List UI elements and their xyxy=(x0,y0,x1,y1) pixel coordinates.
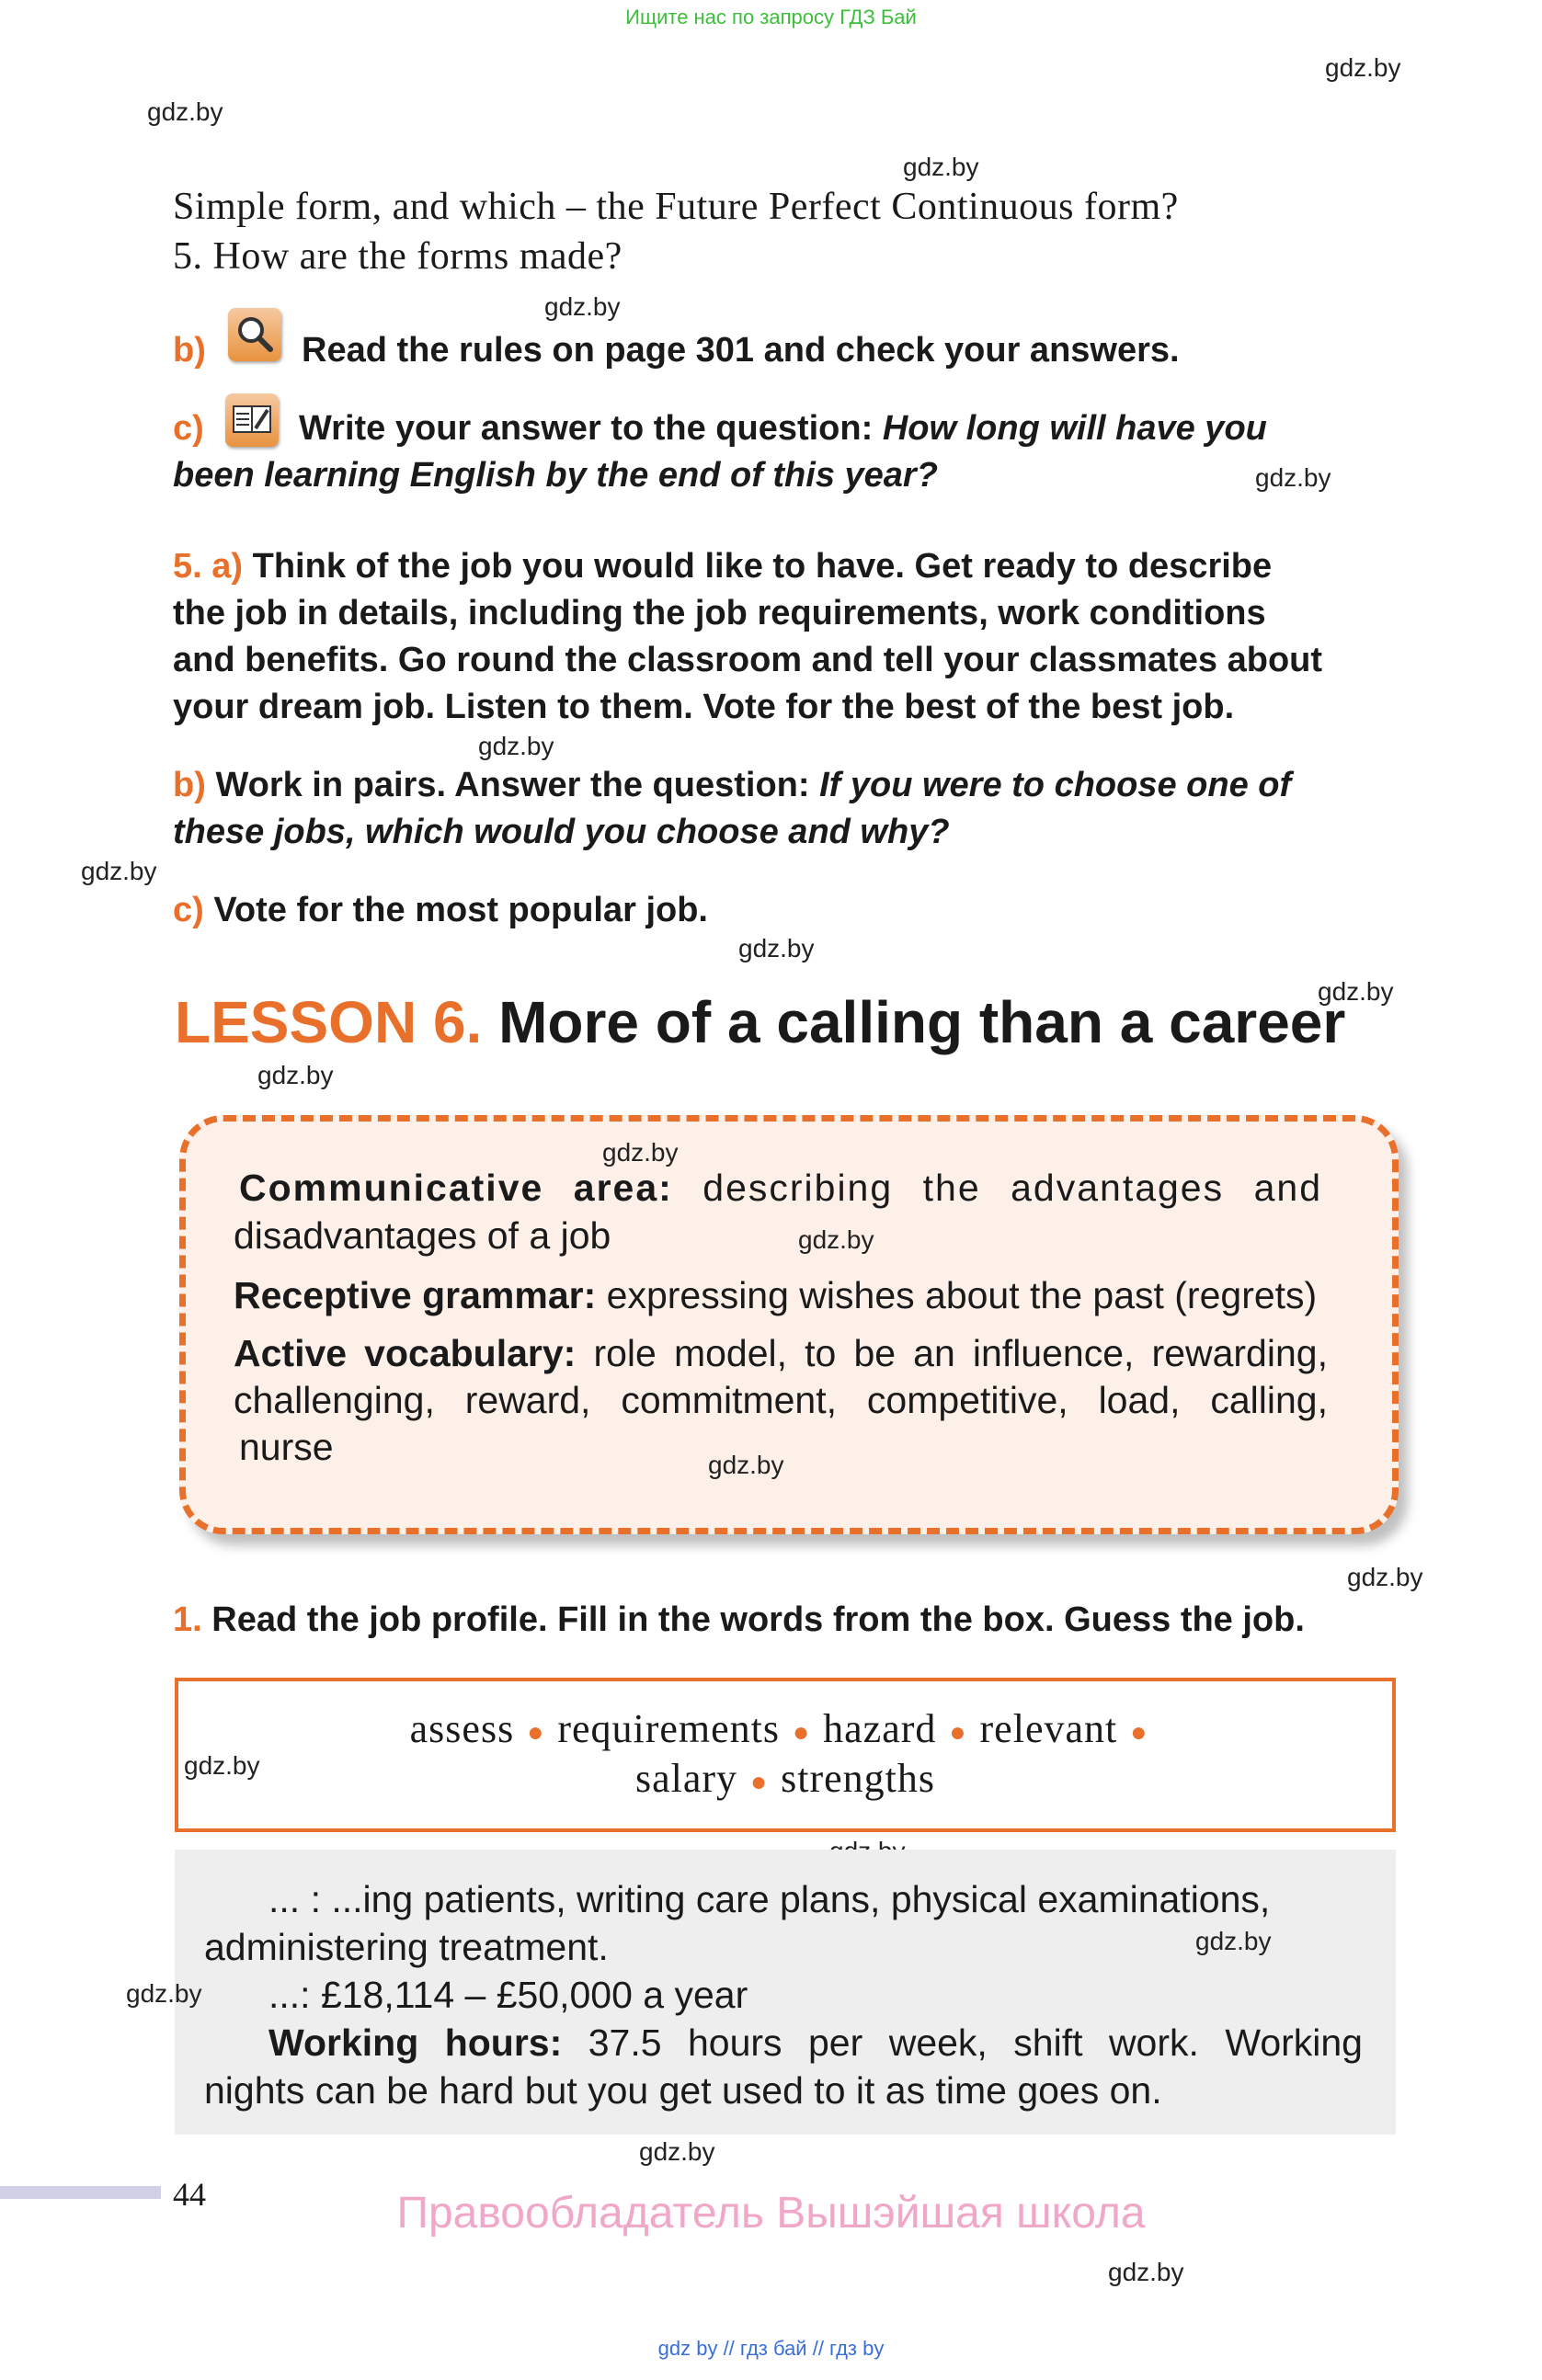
word-item: strengths xyxy=(781,1756,936,1801)
task-text-normal: Write your answer to the question: xyxy=(299,409,874,448)
goal-communicative xyxy=(239,1164,1322,1212)
word-row xyxy=(178,1755,1392,1802)
profile-label: Working hours: xyxy=(268,2021,563,2064)
watermark: gdz.by xyxy=(257,1061,334,1089)
watermark: gdz.by xyxy=(903,153,979,181)
bullet-icon: ● xyxy=(527,1716,545,1748)
watermark: gdz.by xyxy=(1318,977,1394,1006)
word-item: assess xyxy=(409,1706,515,1751)
task-text-italic: been learning English by the end of this year? xyxy=(173,456,938,495)
footer-links[interactable]: gdz by // гдз бай // гдз by xyxy=(657,2337,885,2360)
top-banner[interactable]: Ищите нас по запросу ГДЗ Бай xyxy=(625,6,917,28)
task-text-italic: If you were to choose one of xyxy=(819,766,1292,804)
word-row xyxy=(178,1705,1392,1752)
magnifier-icon xyxy=(228,308,281,361)
watermark: gdz.by xyxy=(1347,1563,1423,1591)
task-5a-line xyxy=(173,543,1391,590)
word-item: relevant xyxy=(979,1706,1118,1751)
task-text: Read the job profile. Fill in the words from the box. Guess the job. xyxy=(211,1600,1305,1639)
watermark: gdz.by xyxy=(1325,53,1401,82)
word-item: hazard xyxy=(823,1706,937,1751)
task-text: your dream job. Listen to them. Vote for the best of the best job. xyxy=(173,688,1235,726)
word-box xyxy=(175,1678,1396,1832)
goal-text: role model, to be an influence, rewarding, xyxy=(593,1332,1328,1374)
bullet-icon: ● xyxy=(1130,1716,1148,1748)
goal-vocabulary xyxy=(234,1329,1328,1377)
question-line: Simple form, and which – the Future Perfect Continuous form? xyxy=(173,186,1179,228)
watermark: gdz.by xyxy=(639,2137,715,2166)
profile-text: 37.5 hours per week, shift work. Working xyxy=(588,2021,1363,2064)
task-text: and benefits. Go round the classroom and tell your classmates about xyxy=(173,641,1323,679)
question-line: 5. How are the forms made? xyxy=(173,235,623,278)
task-1-line xyxy=(173,1597,1305,1644)
goal-text: disadvantages of a job xyxy=(234,1214,611,1257)
task-number: 1. xyxy=(173,1600,202,1639)
task-text xyxy=(299,405,1393,452)
task-label: b) xyxy=(173,331,206,370)
task-5c-line xyxy=(173,887,708,934)
goal-text: describing the advantages and xyxy=(702,1167,1322,1209)
page-number: 44 xyxy=(173,2176,206,2213)
watermark: gdz.by xyxy=(147,97,223,126)
lesson-title xyxy=(175,988,1345,1056)
word-item: requirements xyxy=(557,1706,781,1751)
goal-text: nurse xyxy=(239,1426,334,1468)
task-5b-line xyxy=(173,762,1291,809)
bullet-icon: ● xyxy=(793,1716,811,1748)
watermark: gdz.by xyxy=(1195,1927,1272,1955)
watermark: gdz.by xyxy=(478,732,554,760)
watermark: gdz.by xyxy=(738,934,815,962)
profile-line: administering treatment. xyxy=(204,1926,609,1968)
profile-hours-line xyxy=(268,2019,1363,2067)
writing-book-icon xyxy=(225,393,279,447)
task-text-italic: How long will have you xyxy=(882,409,1267,448)
profile-line: ... : ...ing patients, writing care plans, physical examinations, xyxy=(268,1878,1271,1920)
task-text-italic: these jobs, which would you choose and why? xyxy=(173,813,950,851)
task-text: Think of the job you would like to have. Get ready to describe xyxy=(252,547,1273,586)
goal-label: Communicative area: xyxy=(239,1167,673,1209)
task-label: c) xyxy=(173,891,204,929)
watermark: gdz.by xyxy=(708,1451,784,1479)
watermark: gdz.by xyxy=(184,1751,260,1780)
goal-text: challenging, reward, commitment, competitive, load, calling, xyxy=(234,1379,1328,1421)
profile-line: nights can be hard but you get used to it as time goes on. xyxy=(204,2069,1162,2112)
bullet-icon: ● xyxy=(750,1766,769,1797)
task-label: a) xyxy=(211,547,244,586)
task-text: the job in details, including the job requirements, work conditions xyxy=(173,594,1266,632)
task-text: Work in pairs. Answer the question: xyxy=(215,766,810,804)
profile-line: ...: £18,114 – £50,000 a year xyxy=(268,1974,748,2016)
lesson-heading: More of a calling than a career xyxy=(498,989,1346,1055)
goal-grammar xyxy=(234,1271,1317,1319)
watermark: gdz.by xyxy=(1255,463,1331,492)
copyright-notice: Правообладатель Вышэйшая школа xyxy=(396,2189,1146,2238)
task-label: c) xyxy=(173,409,204,448)
task-number: 5. xyxy=(173,547,202,586)
goal-text: expressing wishes about the past (regrets) xyxy=(606,1274,1318,1316)
watermark: gdz.by xyxy=(798,1225,874,1254)
task-label: b) xyxy=(173,766,206,804)
bullet-icon: ● xyxy=(949,1716,967,1748)
word-item: salary xyxy=(634,1756,738,1801)
watermark: gdz.by xyxy=(544,292,621,321)
watermark: gdz.by xyxy=(81,857,157,885)
goal-label: Receptive grammar: xyxy=(234,1274,597,1316)
goal-label: Active vocabulary: xyxy=(234,1332,577,1374)
watermark: gdz.by xyxy=(602,1138,679,1167)
watermark: gdz.by xyxy=(126,1979,202,2008)
task-text: Vote for the most popular job. xyxy=(213,891,708,929)
lesson-label: LESSON 6. xyxy=(175,989,483,1055)
task-text: Read the rules on page 301 and check your answers. xyxy=(302,331,1180,370)
watermark: gdz.by xyxy=(1108,2258,1184,2286)
